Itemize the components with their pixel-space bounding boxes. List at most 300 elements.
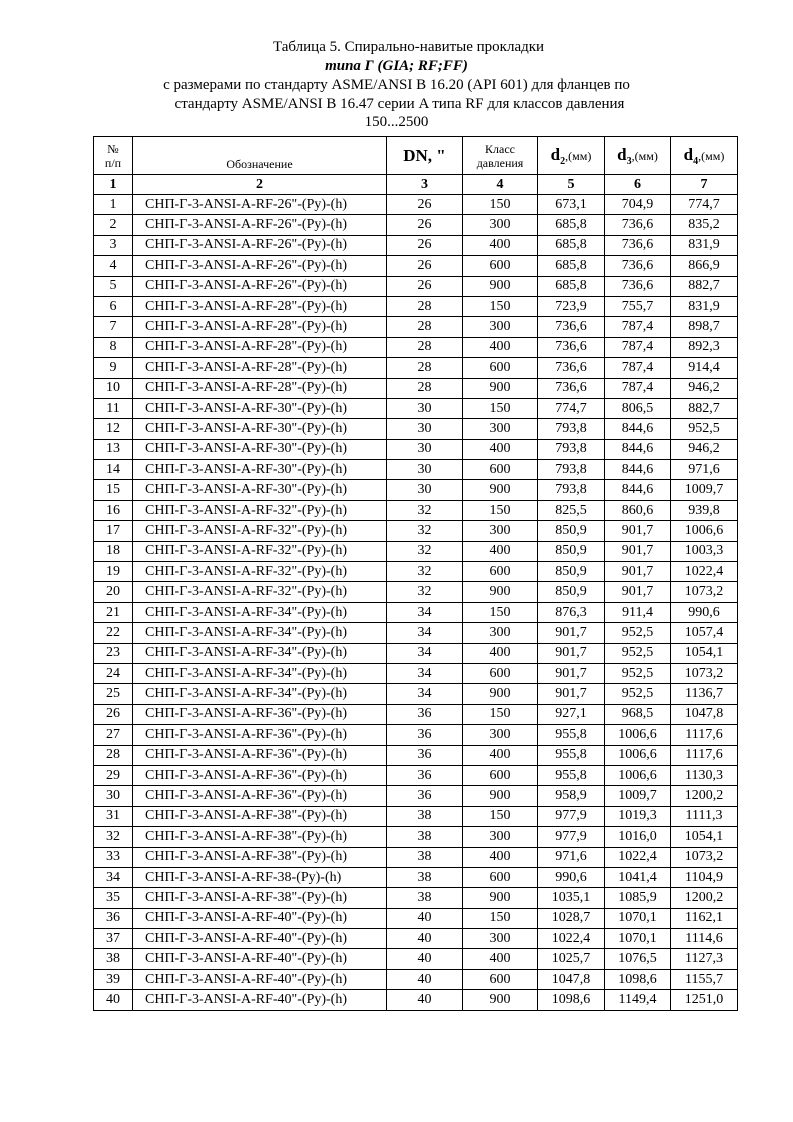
row-number: 40 (94, 990, 133, 1010)
pressure-class-cell: 900 (463, 480, 538, 500)
row-number: 5 (94, 276, 133, 296)
table-row (94, 643, 738, 663)
row-number: 24 (94, 663, 133, 683)
designation-cell: СНП-Г-3-ANSI-A-RF-32"-(Py)-(h) (133, 582, 387, 602)
row-number: 28 (94, 745, 133, 765)
dn-cell: 38 (387, 867, 463, 887)
pressure-class-cell: 900 (463, 990, 538, 1010)
table-row (94, 806, 738, 826)
header-d2-unit: ,(мм) (565, 148, 592, 163)
d2-cell: 955,8 (538, 765, 605, 785)
d4-cell: 892,3 (671, 337, 738, 357)
row-number: 29 (94, 765, 133, 785)
dn-cell: 36 (387, 765, 463, 785)
d2-cell: 1025,7 (538, 949, 605, 969)
table-caption (0, 38, 793, 132)
d2-cell: 1047,8 (538, 969, 605, 989)
row-number: 1 (94, 195, 133, 215)
row-number: 9 (94, 358, 133, 378)
row-number: 38 (94, 949, 133, 969)
row-number: 35 (94, 888, 133, 908)
table-row (94, 704, 738, 724)
d3-cell: 844,6 (605, 439, 671, 459)
row-number: 13 (94, 439, 133, 459)
row-number: 20 (94, 582, 133, 602)
d2-cell: 977,9 (538, 827, 605, 847)
d2-cell: 958,9 (538, 786, 605, 806)
pressure-class-cell: 300 (463, 521, 538, 541)
d4-cell: 1136,7 (671, 684, 738, 704)
column-number: 3 (387, 175, 463, 195)
header-dn: DN, " (387, 137, 463, 175)
d3-cell: 844,6 (605, 419, 671, 439)
d3-cell: 787,4 (605, 358, 671, 378)
d2-cell: 955,8 (538, 725, 605, 745)
d3-cell: 787,4 (605, 378, 671, 398)
d3-cell: 806,5 (605, 398, 671, 418)
d4-cell: 1200,2 (671, 786, 738, 806)
pressure-class-cell: 150 (463, 908, 538, 928)
d4-cell: 1251,0 (671, 990, 738, 1010)
d4-cell: 1009,7 (671, 480, 738, 500)
d3-cell: 755,7 (605, 296, 671, 316)
table-row (94, 398, 738, 418)
dn-cell: 38 (387, 806, 463, 826)
dn-cell: 26 (387, 215, 463, 235)
table-row (94, 929, 738, 949)
dn-cell: 26 (387, 256, 463, 276)
dn-cell: 36 (387, 786, 463, 806)
d3-cell: 736,6 (605, 215, 671, 235)
designation-cell: СНП-Г-3-ANSI-A-RF-30"-(Py)-(h) (133, 460, 387, 480)
d4-cell: 866,9 (671, 256, 738, 276)
table-row (94, 317, 738, 337)
d3-cell: 736,6 (605, 256, 671, 276)
dn-cell: 40 (387, 990, 463, 1010)
dn-cell: 32 (387, 521, 463, 541)
d3-cell: 1016,0 (605, 827, 671, 847)
d4-cell: 882,7 (671, 276, 738, 296)
d2-cell: 901,7 (538, 684, 605, 704)
table-row (94, 827, 738, 847)
designation-cell: СНП-Г-3-ANSI-A-RF-32"-(Py)-(h) (133, 500, 387, 520)
table-row (94, 256, 738, 276)
d3-cell: 1098,6 (605, 969, 671, 989)
designation-cell: СНП-Г-3-ANSI-A-RF-38"-(Py)-(h) (133, 827, 387, 847)
row-number: 32 (94, 827, 133, 847)
d2-cell: 955,8 (538, 745, 605, 765)
header-d4-sub: 4 (693, 155, 699, 167)
d4-cell: 774,7 (671, 195, 738, 215)
pressure-class-cell: 600 (463, 460, 538, 480)
pressure-class-cell: 900 (463, 786, 538, 806)
column-number: 1 (94, 175, 133, 195)
d2-cell: 1028,7 (538, 908, 605, 928)
pressure-class-cell: 300 (463, 929, 538, 949)
header-d2-sub: 2 (560, 155, 566, 167)
table-row (94, 888, 738, 908)
dn-cell: 40 (387, 908, 463, 928)
caption-description: с размерами по стандарту ASME/ANSI B 16.20 (API 601) для фланцев по (163, 77, 630, 93)
d2-cell: 793,8 (538, 480, 605, 500)
d2-cell: 736,6 (538, 317, 605, 337)
designation-cell: СНП-Г-3-ANSI-A-RF-30"-(Py)-(h) (133, 439, 387, 459)
table-row (94, 419, 738, 439)
header-row (94, 137, 738, 175)
d4-cell: 1073,2 (671, 847, 738, 867)
header-d3 (605, 137, 671, 175)
d2-cell: 1022,4 (538, 929, 605, 949)
pressure-class-cell: 150 (463, 500, 538, 520)
designation-cell: СНП-Г-3-ANSI-A-RF-28"-(Py)-(h) (133, 296, 387, 316)
d3-cell: 901,7 (605, 582, 671, 602)
d2-cell: 723,9 (538, 296, 605, 316)
designation-cell: СНП-Г-3-ANSI-A-RF-34"-(Py)-(h) (133, 684, 387, 704)
designation-cell: СНП-Г-3-ANSI-A-RF-36"-(Py)-(h) (133, 786, 387, 806)
dn-cell: 36 (387, 704, 463, 724)
table-row (94, 541, 738, 561)
d4-cell: 1104,9 (671, 867, 738, 887)
designation-cell: СНП-Г-3-ANSI-A-RF-26"-(Py)-(h) (133, 195, 387, 215)
d2-cell: 825,5 (538, 500, 605, 520)
dn-cell: 38 (387, 827, 463, 847)
d2-cell: 1098,6 (538, 990, 605, 1010)
dn-cell: 34 (387, 602, 463, 622)
d3-cell: 1070,1 (605, 908, 671, 928)
table-row (94, 684, 738, 704)
d2-cell: 685,8 (538, 235, 605, 255)
table-row (94, 765, 738, 785)
header-pressure-class (463, 137, 538, 175)
row-number: 18 (94, 541, 133, 561)
table-row (94, 562, 738, 582)
designation-cell: СНП-Г-3-ANSI-A-RF-32"-(Py)-(h) (133, 541, 387, 561)
header-d3-letter: d (617, 144, 627, 164)
pressure-class-cell: 900 (463, 276, 538, 296)
dn-cell: 32 (387, 582, 463, 602)
designation-cell: СНП-Г-3-ANSI-A-RF-36"-(Py)-(h) (133, 765, 387, 785)
d4-cell: 971,6 (671, 460, 738, 480)
designation-cell: СНП-Г-3-ANSI-A-RF-26"-(Py)-(h) (133, 256, 387, 276)
dn-cell: 28 (387, 296, 463, 316)
d2-cell: 971,6 (538, 847, 605, 867)
d4-cell: 1155,7 (671, 969, 738, 989)
designation-cell: СНП-Г-3-ANSI-A-RF-40"-(Py)-(h) (133, 908, 387, 928)
d3-cell: 860,6 (605, 500, 671, 520)
designation-cell: СНП-Г-3-ANSI-A-RF-26"-(Py)-(h) (133, 235, 387, 255)
table-row (94, 786, 738, 806)
d4-cell: 1047,8 (671, 704, 738, 724)
pressure-class-cell: 400 (463, 643, 538, 663)
row-number: 6 (94, 296, 133, 316)
header-d2-letter: d (550, 144, 561, 164)
pressure-class-cell: 300 (463, 623, 538, 643)
d3-cell: 1009,7 (605, 786, 671, 806)
designation-cell: СНП-Г-3-ANSI-A-RF-26"-(Py)-(h) (133, 215, 387, 235)
pressure-class-cell: 600 (463, 358, 538, 378)
d2-cell: 850,9 (538, 562, 605, 582)
row-number: 10 (94, 378, 133, 398)
d4-cell: 1162,1 (671, 908, 738, 928)
pressure-class-cell: 400 (463, 847, 538, 867)
d4-cell: 835,2 (671, 215, 738, 235)
d3-cell: 901,7 (605, 521, 671, 541)
table-row (94, 867, 738, 887)
dn-cell: 30 (387, 460, 463, 480)
d4-cell: 882,7 (671, 398, 738, 418)
row-number: 19 (94, 562, 133, 582)
table-body (94, 195, 738, 1011)
column-number: 5 (538, 175, 605, 195)
designation-cell: СНП-Г-3-ANSI-A-RF-28"-(Py)-(h) (133, 317, 387, 337)
d4-cell: 990,6 (671, 602, 738, 622)
dn-cell: 32 (387, 500, 463, 520)
d2-cell: 685,8 (538, 276, 605, 296)
d3-cell: 911,4 (605, 602, 671, 622)
designation-cell: СНП-Г-3-ANSI-A-RF-40"-(Py)-(h) (133, 969, 387, 989)
header-d3-unit: ,(мм) (631, 148, 658, 163)
dn-cell: 36 (387, 725, 463, 745)
table-row (94, 215, 738, 235)
column-number: 2 (133, 175, 387, 195)
dn-cell: 36 (387, 745, 463, 765)
dn-cell: 28 (387, 378, 463, 398)
pressure-class-cell: 600 (463, 256, 538, 276)
d2-cell: 793,8 (538, 419, 605, 439)
d2-cell: 850,9 (538, 521, 605, 541)
row-number: 22 (94, 623, 133, 643)
d2-cell: 736,6 (538, 337, 605, 357)
d4-cell: 831,9 (671, 235, 738, 255)
table-row (94, 358, 738, 378)
row-number: 3 (94, 235, 133, 255)
caption-title: Таблица 5. Спирально-навитые прокладки (272, 39, 545, 55)
table-row (94, 439, 738, 459)
row-number: 14 (94, 460, 133, 480)
designation-cell: СНП-Г-3-ANSI-A-RF-28"-(Py)-(h) (133, 337, 387, 357)
designation-cell: СНП-Г-3-ANSI-A-RF-38-(Py)-(h) (133, 867, 387, 887)
table-row (94, 500, 738, 520)
row-number: 16 (94, 500, 133, 520)
dn-cell: 40 (387, 929, 463, 949)
designation-cell: СНП-Г-3-ANSI-A-RF-38"-(Py)-(h) (133, 847, 387, 867)
pressure-class-cell: 600 (463, 562, 538, 582)
designation-cell: СНП-Г-3-ANSI-A-RF-30"-(Py)-(h) (133, 398, 387, 418)
table-row (94, 460, 738, 480)
pressure-class-cell: 900 (463, 684, 538, 704)
d3-cell: 787,4 (605, 317, 671, 337)
d2-cell: 736,6 (538, 378, 605, 398)
d2-cell: 850,9 (538, 541, 605, 561)
d3-cell: 1041,4 (605, 867, 671, 887)
designation-cell: СНП-Г-3-ANSI-A-RF-36"-(Py)-(h) (133, 745, 387, 765)
pressure-class-cell: 600 (463, 969, 538, 989)
designation-cell: СНП-Г-3-ANSI-A-RF-36"-(Py)-(h) (133, 704, 387, 724)
table-row (94, 195, 738, 215)
pressure-class-cell: 400 (463, 949, 538, 969)
table-row (94, 745, 738, 765)
pressure-class-cell: 600 (463, 663, 538, 683)
designation-cell: СНП-Г-3-ANSI-A-RF-28"-(Py)-(h) (133, 358, 387, 378)
pressure-class-cell: 900 (463, 888, 538, 908)
column-number: 4 (463, 175, 538, 195)
d3-cell: 1149,4 (605, 990, 671, 1010)
row-number: 39 (94, 969, 133, 989)
d2-cell: 685,8 (538, 215, 605, 235)
pressure-class-cell: 400 (463, 541, 538, 561)
dn-cell: 30 (387, 419, 463, 439)
dn-cell: 34 (387, 663, 463, 683)
dn-cell: 30 (387, 439, 463, 459)
d2-cell: 977,9 (538, 806, 605, 826)
d2-cell: 774,7 (538, 398, 605, 418)
d4-cell: 1054,1 (671, 643, 738, 663)
dn-cell: 26 (387, 195, 463, 215)
pressure-class-cell: 150 (463, 704, 538, 724)
table-row (94, 969, 738, 989)
row-number: 23 (94, 643, 133, 663)
row-number: 4 (94, 256, 133, 276)
table-row (94, 296, 738, 316)
d4-cell: 1022,4 (671, 562, 738, 582)
designation-cell: СНП-Г-3-ANSI-A-RF-34"-(Py)-(h) (133, 623, 387, 643)
header-d4-letter: d (683, 144, 694, 164)
designation-cell: СНП-Г-3-ANSI-A-RF-40"-(Py)-(h) (133, 949, 387, 969)
pressure-class-cell: 150 (463, 296, 538, 316)
row-number: 25 (94, 684, 133, 704)
table-row (94, 990, 738, 1010)
d4-cell: 1073,2 (671, 663, 738, 683)
designation-cell: СНП-Г-3-ANSI-A-RF-38"-(Py)-(h) (133, 888, 387, 908)
d4-cell: 1003,3 (671, 541, 738, 561)
row-number: 12 (94, 419, 133, 439)
dn-cell: 38 (387, 847, 463, 867)
d4-cell: 914,4 (671, 358, 738, 378)
d3-cell: 952,5 (605, 643, 671, 663)
pressure-class-cell: 400 (463, 235, 538, 255)
table-row (94, 378, 738, 398)
dn-cell: 34 (387, 623, 463, 643)
d2-cell: 1035,1 (538, 888, 605, 908)
d3-cell: 952,5 (605, 684, 671, 704)
pressure-class-cell: 150 (463, 806, 538, 826)
row-number: 26 (94, 704, 133, 724)
d2-cell: 850,9 (538, 582, 605, 602)
pressure-class-cell: 150 (463, 602, 538, 622)
row-number: 36 (94, 908, 133, 928)
row-number: 31 (94, 806, 133, 826)
d4-cell: 1054,1 (671, 827, 738, 847)
pressure-class-cell: 300 (463, 419, 538, 439)
row-number: 27 (94, 725, 133, 745)
table-row (94, 847, 738, 867)
pressure-class-cell: 150 (463, 398, 538, 418)
pressure-class-cell: 600 (463, 867, 538, 887)
designation-cell: СНП-Г-3-ANSI-A-RF-40"-(Py)-(h) (133, 990, 387, 1010)
header-number-abbr: п/п (104, 155, 122, 170)
row-number: 21 (94, 602, 133, 622)
d2-cell: 793,8 (538, 439, 605, 459)
table-row (94, 337, 738, 357)
pressure-class-cell: 300 (463, 725, 538, 745)
row-number: 17 (94, 521, 133, 541)
caption-type: типа Г (GIA; RF;FF) (325, 58, 468, 74)
d4-cell: 946,2 (671, 378, 738, 398)
d3-cell: 901,7 (605, 541, 671, 561)
table-row (94, 623, 738, 643)
table-row (94, 725, 738, 745)
row-number: 8 (94, 337, 133, 357)
pressure-class-cell: 400 (463, 439, 538, 459)
d4-cell: 1127,3 (671, 949, 738, 969)
table-row (94, 582, 738, 602)
d4-cell: 939,8 (671, 500, 738, 520)
d3-cell: 1070,1 (605, 929, 671, 949)
d2-cell: 673,1 (538, 195, 605, 215)
dn-cell: 34 (387, 684, 463, 704)
row-number: 37 (94, 929, 133, 949)
gasket-spec-table (93, 136, 738, 1011)
d4-cell: 1114,6 (671, 929, 738, 949)
header-class-pressure: давления (476, 155, 524, 170)
d2-cell: 685,8 (538, 256, 605, 276)
header-class-word: Класс (485, 141, 515, 156)
d2-cell: 793,8 (538, 460, 605, 480)
pressure-class-cell: 300 (463, 215, 538, 235)
d4-cell: 1117,6 (671, 725, 738, 745)
dn-cell: 38 (387, 888, 463, 908)
column-number: 6 (605, 175, 671, 195)
d2-cell: 901,7 (538, 643, 605, 663)
dn-cell: 40 (387, 949, 463, 969)
d3-cell: 1019,3 (605, 806, 671, 826)
header-designation: Обозначение (133, 137, 387, 175)
row-number: 15 (94, 480, 133, 500)
table-row (94, 663, 738, 683)
designation-cell: СНП-Г-3-ANSI-A-RF-30"-(Py)-(h) (133, 480, 387, 500)
row-number: 34 (94, 867, 133, 887)
designation-cell: СНП-Г-3-ANSI-A-RF-30"-(Py)-(h) (133, 419, 387, 439)
d3-cell: 1022,4 (605, 847, 671, 867)
table-row (94, 949, 738, 969)
header-number (94, 137, 133, 175)
d3-cell: 952,5 (605, 663, 671, 683)
d2-cell: 876,3 (538, 602, 605, 622)
designation-cell: СНП-Г-3-ANSI-A-RF-38"-(Py)-(h) (133, 806, 387, 826)
pressure-class-cell: 300 (463, 827, 538, 847)
header-d4-unit: ,(мм) (698, 148, 725, 163)
d4-cell: 1073,2 (671, 582, 738, 602)
table-row (94, 480, 738, 500)
pressure-class-cell: 150 (463, 195, 538, 215)
row-number: 7 (94, 317, 133, 337)
row-number: 30 (94, 786, 133, 806)
pressure-class-cell: 900 (463, 582, 538, 602)
d2-cell: 736,6 (538, 358, 605, 378)
d4-cell: 952,5 (671, 419, 738, 439)
pressure-class-cell: 900 (463, 378, 538, 398)
dn-cell: 26 (387, 276, 463, 296)
designation-cell: СНП-Г-3-ANSI-A-RF-34"-(Py)-(h) (133, 602, 387, 622)
pressure-class-cell: 300 (463, 317, 538, 337)
designation-cell: СНП-Г-3-ANSI-A-RF-32"-(Py)-(h) (133, 562, 387, 582)
d3-cell: 901,7 (605, 562, 671, 582)
d3-cell: 736,6 (605, 276, 671, 296)
dn-cell: 26 (387, 235, 463, 255)
d3-cell: 1076,5 (605, 949, 671, 969)
header-d3-sub: 3 (626, 155, 632, 167)
d3-cell: 1085,9 (605, 888, 671, 908)
